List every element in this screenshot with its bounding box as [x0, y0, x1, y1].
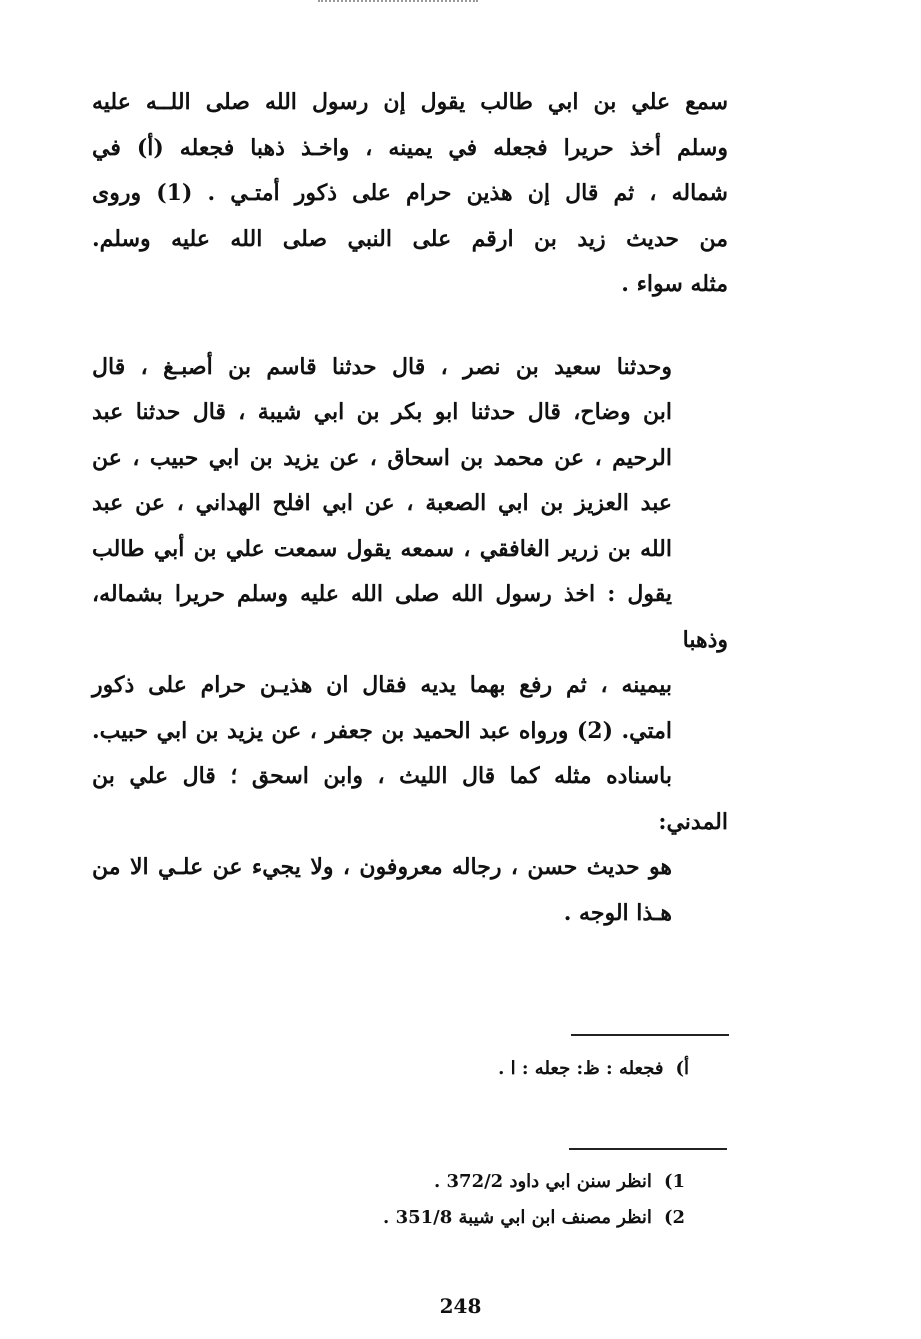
main-text-block: [92, 80, 728, 936]
text-line: الرحيم ، عن محمد بن اسحاق ، عن يزيد بن ابي حبيب ، عن: [92, 444, 672, 471]
top-edge-mark: [318, 0, 478, 5]
text-line: هو حديث حسن ، رجاله معروفون ، ولا يجيء عن علـي الا من: [92, 854, 672, 880]
text-line: الله بن زرير الغافقي ، سمعه يقول سمعت علي بن أبي طالب: [92, 535, 672, 562]
text-line: يقول : اخذ رسول الله صلى الله عليه وسلم حريرا بشماله، وذهبا: [92, 581, 728, 653]
text-line: بيمينه ، ثم رفع بهما يديه فقال ان هذيـن حرام على ذكور: [92, 672, 672, 698]
paragraph-1: [92, 80, 728, 308]
text-line: عبد العزيز بن ابي الصعبة ، عن ابي افلح الهداني ، عن عبد: [92, 490, 672, 516]
text-line: باسناده مثله كما قال الليث ، وابن اسحق ؛ قال علي بن المدني:: [92, 763, 728, 835]
page-number: 248: [439, 1294, 482, 1318]
text-line: امتي. (2) ورواه عبد الحميد بن جعفر ، عن يزيد بن ابي حبيب.: [92, 717, 672, 744]
footnote-marker: 1): [663, 1171, 685, 1192]
paragraph-2: [92, 345, 728, 937]
footnote-text: انظر مصنف ابن ابي شيبة 351/8 .: [383, 1207, 652, 1228]
footnotes-divider: [569, 1148, 727, 1150]
footnote-item: [383, 1200, 685, 1236]
text-line: وسلم أخذ حريرا فجعله في يمينه ، واخـذ ذهبا فجعله (أ) في: [92, 134, 728, 161]
footnote-item: [383, 1164, 685, 1200]
variant-note-marker: أ): [675, 1058, 689, 1079]
text-line: هـذا الوجه .: [563, 899, 672, 926]
variant-note-divider: [571, 1034, 729, 1036]
footnotes-list: [383, 1164, 685, 1236]
footnote-text: انظر سنن ابي داود 372/2 .: [433, 1171, 652, 1192]
text-line: سمع علي بن ابي طالب يقول إن رسول الله صلى اللــه عليه: [92, 89, 728, 115]
text-line: وحدثنا سعيد بن نصر ، قال حدثنا قاسم بن أصبـغ ، قال: [92, 353, 672, 380]
text-line: شماله ، ثم قال إن هذين حرام على ذكور أمتـي . (1) وروى: [92, 180, 728, 206]
variant-note-text: فجعله : ظ: جعله : ا .: [498, 1058, 664, 1079]
text-line: مثله سواء .: [621, 271, 728, 297]
footnote-marker: 2): [663, 1207, 685, 1228]
variant-note: [498, 1058, 689, 1079]
text-line: من حديث زيد بن ارقم على النبي صلى الله عليه وسلم.: [92, 225, 728, 252]
text-line: ابن وضاح، قال حدثنا ابو بكر بن ابي شيبة ، قال حدثنا عبد: [92, 399, 672, 425]
